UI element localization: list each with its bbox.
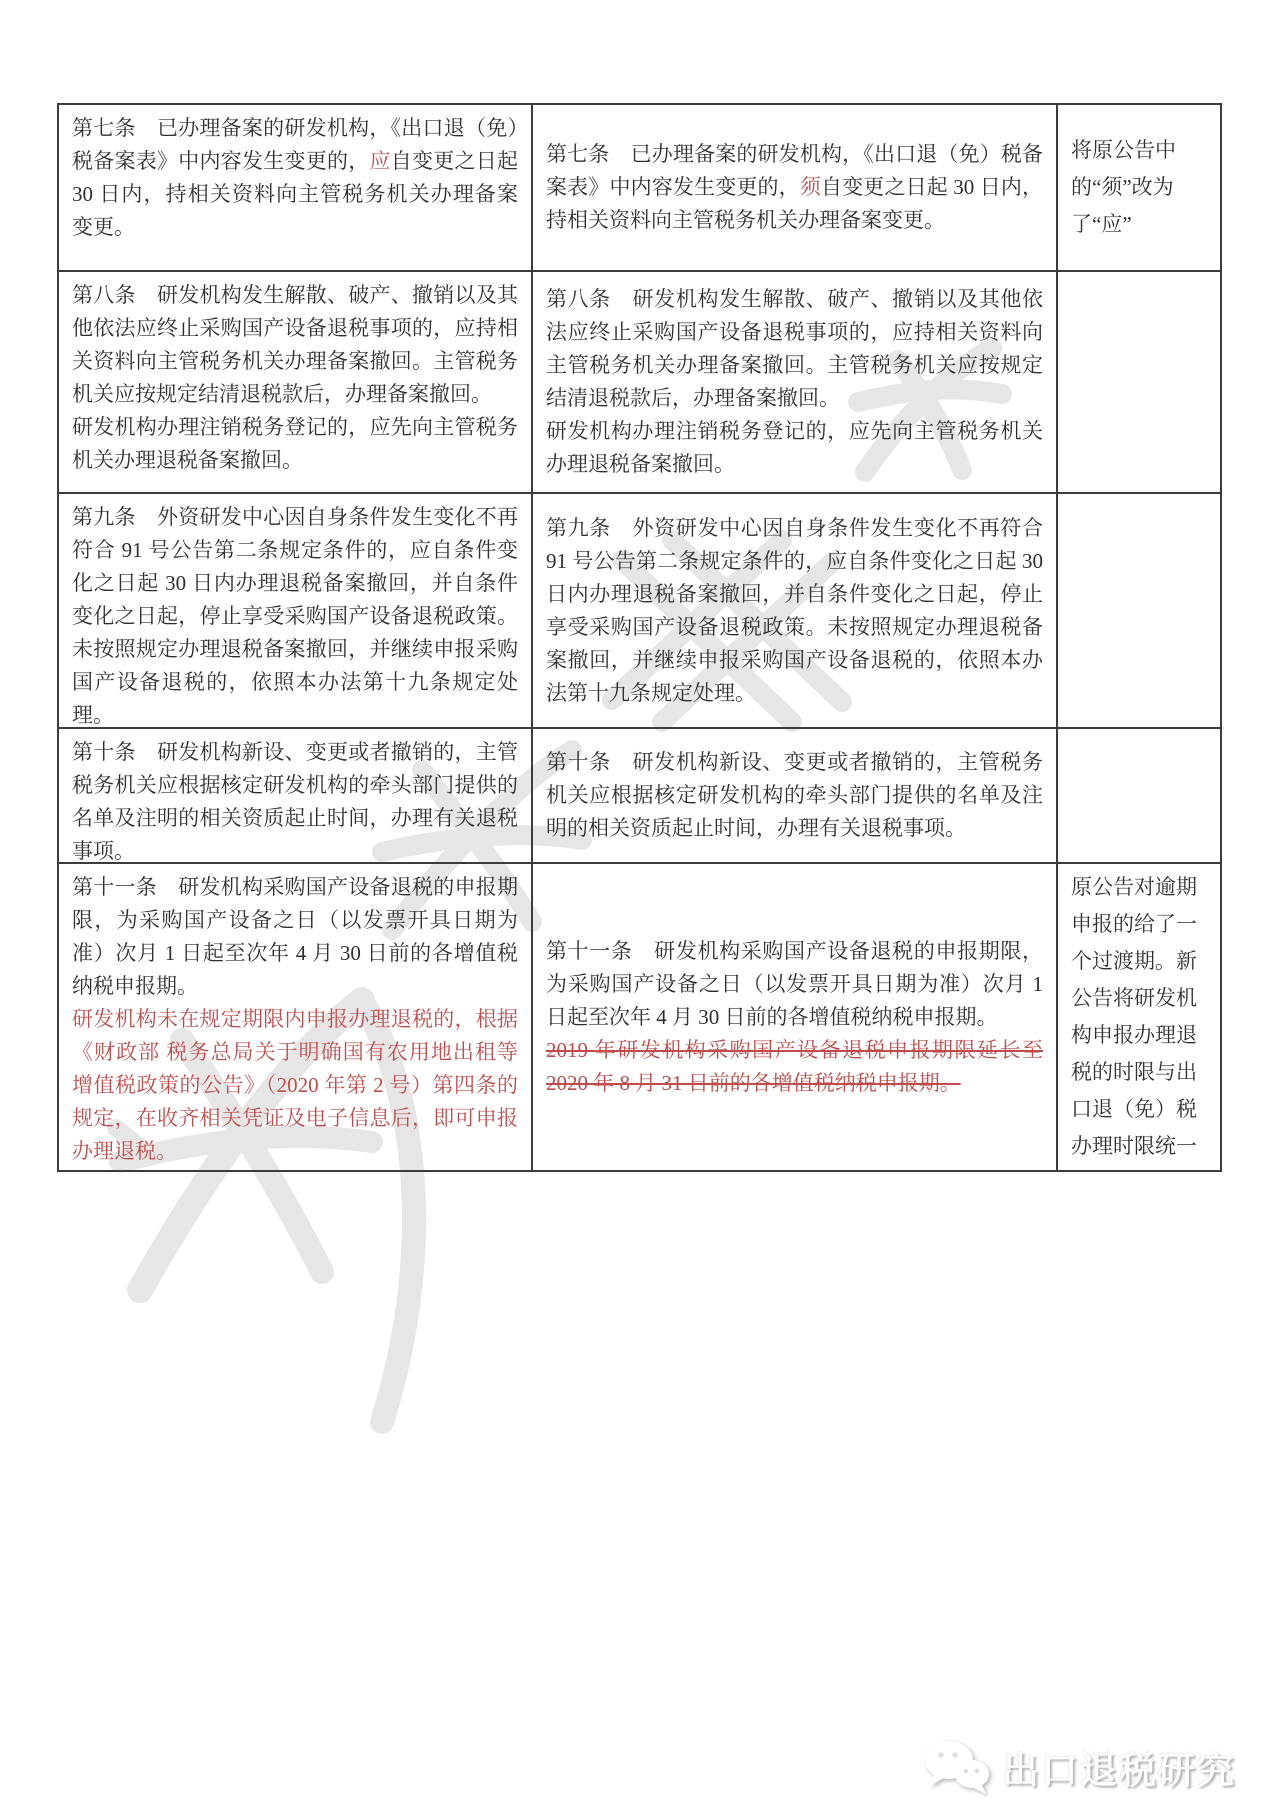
old-text-cell: 第八条 研发机构发生解散、破产、撤销以及其他依法应终止采购国产设备退税事项的，应持相关资料向主管税务机关办理备案撤回。主管税务机关应按规定结清退税款后，办理备案撤回。 研发机构办理注销税务登记的，应先向主管税务机关办理退税备案撤回。 (533, 272, 1058, 492)
new-text-cell: 第七条 已办理备案的研发机构，《出口退（免）税备案表》中内容发生变更的，应自变更之日起 30 日内，持相关资料向主管税务机关办理备案变更。 (59, 105, 533, 270)
table-row-article-7 (59, 105, 1220, 272)
table-row-article-11 (59, 864, 1220, 1170)
remark-text: 将原公告中的“须”改为了“应” (1071, 138, 1176, 236)
table-row-article-8 (59, 272, 1220, 494)
remark-cell (1058, 105, 1220, 270)
table-row-article-9 (59, 494, 1220, 729)
new-text-cell: 第九条 外资研发中心因自身条件发生变化不再符合 91 号公告第二条规定条件的，应自条件变化之日起 30 日内办理退税备案撤回，并自条件变化之日起，停止享受采购国产设备退税政策。未按照规定办理退税备案撤回，并继续申报采购国产设备退税的，依照本办法第十九条规定处理。 (59, 494, 533, 727)
comparison-table (57, 103, 1222, 1172)
brand-watermark (922, 1738, 1236, 1796)
remark-cell (1058, 729, 1220, 862)
remark-cell (1058, 864, 1220, 1170)
brand-name: 出口退税研究 (1002, 1750, 1236, 1791)
new-text-cell: 第十一条 研发机构采购国产设备退税的申报期限，为采购国产设备之日（以发票开具日期为准）次月 1 日起至次年 4 月 30 日前的各增值税纳税申报期。 研发机构未在规定期限内申报办理退税的，根据《财政部 税务总局关于明确国有农用地出租等增值税政策的公告》（2020 年第 2 号）第四条的规定，在收齐相关凭证及电子信息后，即可申报办理退税。 (59, 864, 533, 1170)
old-text-cell: 第九条 外资研发中心因自身条件发生变化不再符合 91 号公告第二条规定条件的，应自条件变化之日起 30 日内办理退税备案撤回，并自条件变化之日起，停止享受采购国产设备退税政策。未按照规定办理退税备案撤回，并继续申报采购国产设备退税的，依照本办法第十九条规定处理。 (533, 494, 1058, 727)
table-row-article-10 (59, 729, 1220, 864)
old-text-cell: 第十一条 研发机构采购国产设备退税的申报期限，为采购国产设备之日（以发票开具日期为准）次月 1 日起至次年 4 月 30 日前的各增值税纳税申报期。 2019 年研发机构采购国产设备退税申报期限延长至 2020 年 8 月 31 日前的各增值税纳税申报期。 (533, 864, 1058, 1170)
new-text-cell: 第八条 研发机构发生解散、破产、撤销以及其他依法应终止采购国产设备退税事项的，应持相关资料向主管税务机关办理备案撤回。主管税务机关应按规定结清退税款后，办理备案撤回。 研发机构办理注销税务登记的，应先向主管税务机关办理退税备案撤回。 (59, 272, 533, 492)
remark-cell (1058, 272, 1220, 492)
remark-cell (1058, 494, 1220, 727)
new-text-cell: 第十条 研发机构新设、变更或者撤销的，主管税务机关应根据核定研发机构的牵头部门提供的名单及注明的相关资质起止时间，办理有关退税事项。 (59, 729, 533, 862)
wechat-icon (922, 1738, 994, 1796)
old-text-cell: 第七条 已办理备案的研发机构，《出口退（免）税备案表》中内容发生变更的，须自变更之日起 30 日内，持相关资料向主管税务机关办理备案变更。 (533, 105, 1058, 270)
old-text-cell: 第十条 研发机构新设、变更或者撤销的，主管税务机关应根据核定研发机构的牵头部门提供的名单及注明的相关资质起止时间，办理有关退税事项。 (533, 729, 1058, 862)
remark-text: 原公告对逾期申报的给了一个过渡期。新公告将研发机构申报办理退税的时限与出口退（免）税办理时限统一 (1071, 875, 1197, 1158)
